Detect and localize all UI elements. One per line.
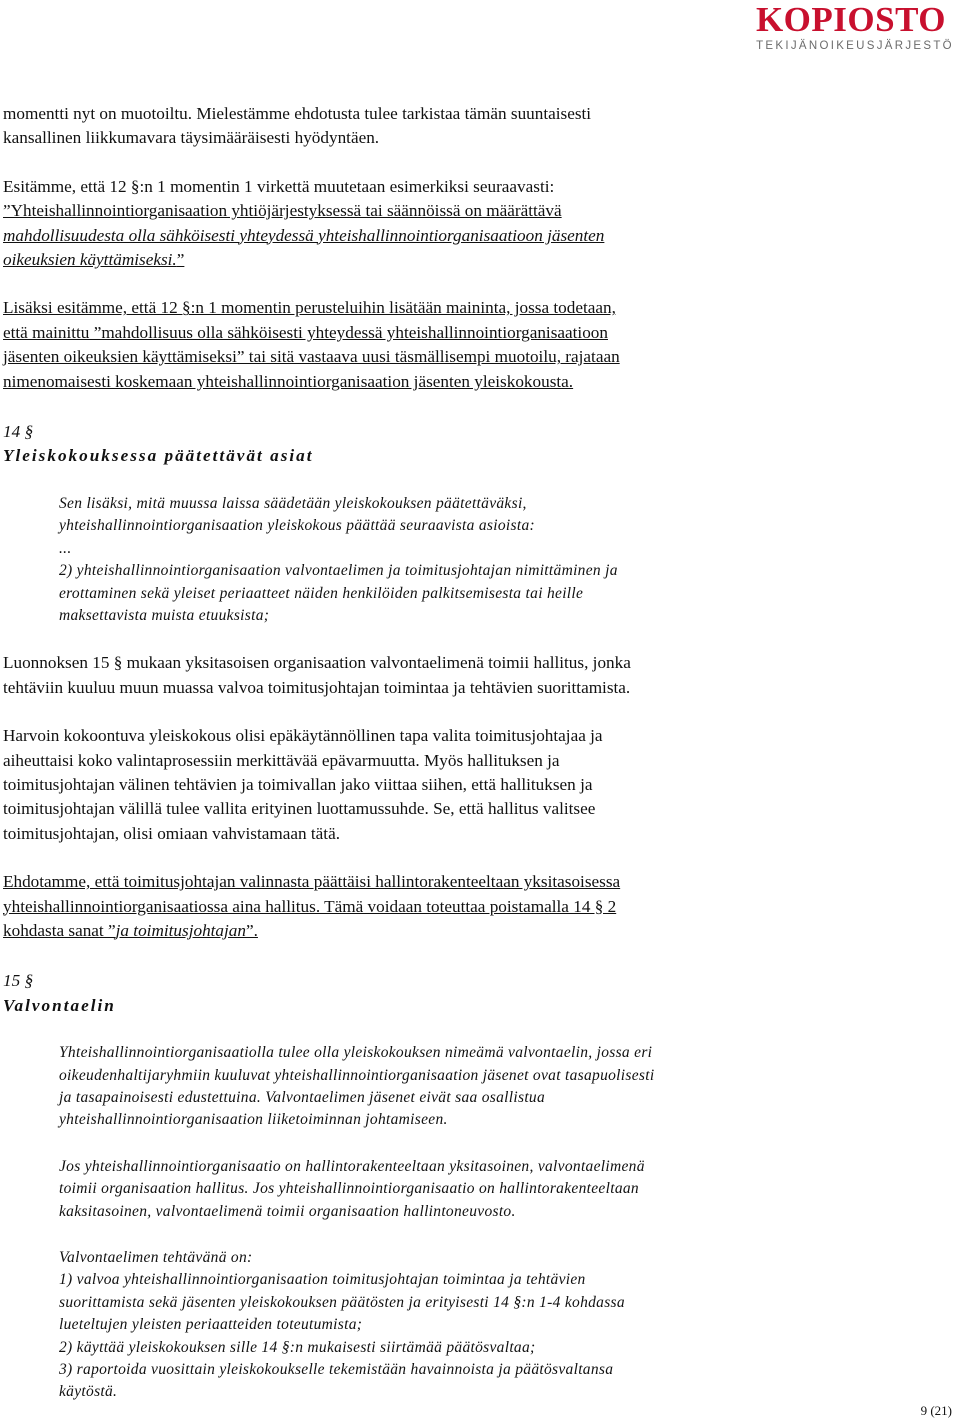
quote-line: 2) käyttää yleiskokouksen sille 14 §:n mukaisesti siirtämää päätösvaltaa; (59, 1338, 536, 1356)
text-line: nimenomaisesti koskemaan yhteishallinnointiorganisaation jäsenten yleiskokousta. (3, 371, 574, 391)
quote-line: maksettavista muista etuuksista; (59, 606, 270, 624)
section-number: 15 § (3, 971, 34, 991)
quote-line: yhteishallinnointiorganisaation liiketoiminnan johtamiseen. (59, 1111, 448, 1129)
law-quote (59, 1156, 903, 1223)
text-plain: kohdasta sanat ” (3, 920, 116, 940)
quote-line: ja tasapainoisesti edustettuina. Valvontaelimen jäsenet eivät saa osallistua (59, 1089, 546, 1106)
quote-line: 1) valvoa yhteishallinnointiorganisaation toimitusjohtajan toimintaa ja tehtävien (59, 1271, 586, 1289)
quote-line: Valvontaelimen tehtävänä on: (59, 1249, 253, 1267)
quote-line: suorittamista sekä jäsenten yleiskokouksen päätösten ja erityisesti 14 §:n 1-4 kohdassa (59, 1293, 625, 1311)
text-line: aiheuttaisi koko valintaprosessiin merkittävää epävarmuutta. Myös hallituksen ja (3, 750, 560, 770)
text-line: Ehdotamme, että toimitusjohtajan valinnasta päättäisi hallintorakenteeltaan yksitasoisessa (3, 872, 621, 892)
text-line: Luonnoksen 15 § mukaan yksitasoisen organisaation valvontaelimenä toimii hallitus, jonka (3, 653, 631, 673)
paragraph-5 (3, 724, 903, 846)
paragraph-1 (3, 102, 903, 151)
section-title: Valvontaelin (3, 995, 116, 1015)
text-line: momentti nyt on muotoiltu. Mielestämme ehdotusta tulee tarkistaa tämän suuntaisesti (3, 104, 592, 123)
quote-line: lueteltujen yleisten periaatteiden toteutumista; (59, 1316, 363, 1334)
text-line (3, 919, 903, 943)
text-line: kansallinen liikkumavara täysimääräisesti hyödyntäen. (3, 128, 380, 148)
quote-line: yhteishallinnointiorganisaation yleiskokous päättää seuraavista asioista: (59, 517, 535, 535)
text-quote: ” (176, 250, 185, 270)
document-body (3, 102, 903, 1404)
quote-line: 2) yhteishallinnointiorganisaation valvontaelimen ja toimitusjohtajan nimittäminen ja (59, 562, 618, 580)
text-line: toimitusjohtajan välillä tulee vallita erityinen luottamussuhde. Se, että hallitus valitsee (3, 799, 596, 819)
text-line: yhteishallinnointiorganisaatiossa aina hallitus. Tämä voidaan toteuttaa poistamalla 14 § 2 (3, 896, 617, 916)
quote-line: erottaminen sekä yleiset periaatteet näiden henkilöiden palkitsemisesta tai heille (59, 584, 584, 602)
text-italic: ja toimitusjohtajan (115, 920, 246, 940)
page-number: 9 (21) (920, 1403, 952, 1418)
text-line: Esitämme, että 12 §:n 1 momentin 1 virkettä muutetaan esimerkiksi seuraavasti: (3, 176, 555, 196)
text-quote: ”. (246, 920, 258, 940)
text-line: Lisäksi esitämme, että 12 §:n 1 momentin perusteluihin lisätään maininta, jossa todetaan, (3, 298, 616, 318)
quote-line: käytöstä. (59, 1383, 118, 1401)
law-quote (59, 1247, 903, 1404)
text-line: toimitusjohtajan, olisi omiaan vahvistamaan tätä. (3, 823, 340, 843)
paragraph-4 (3, 651, 903, 700)
section-number: 14 § (3, 422, 34, 442)
law-quote (59, 493, 903, 627)
paragraph-6 (3, 870, 903, 943)
logo-subtitle: TEKIJÄNOIKEUSJÄRJESTÖ (756, 40, 954, 52)
text-line (3, 248, 903, 272)
quote-line: Jos yhteishallinnointiorganisaatio on hallintorakenteeltaan yksitasoinen, valvontaelimenä (59, 1157, 645, 1175)
text-line: että mainittu ”mahdollisuus olla sähköisesti yhteydessä yhteishallinnointiorganisaatioon (3, 322, 608, 342)
text-line: Harvoin kokoontuva yleiskokous olisi epäkäytännöllinen tapa valita toimitusjohtajaa ja (3, 726, 603, 746)
quote-line: oikeudenhaltijaryhmiin kuuluvat yhteishallinnointiorganisaation jäsenet ovat tasapuolisesti (59, 1066, 655, 1084)
text-line: toimitusjohtajan välinen tehtävien ja toimivallan jako viittaa siihen, että hallituksen ja (3, 774, 593, 794)
quote-line: 3) raportoida vuosittain yleiskokoukselle tekemistään havainnoista ja päätösvaltansa (59, 1361, 614, 1379)
logo-name: KOPIOSTO (755, 0, 947, 39)
text-line: ”Yhteishallinnointiorganisaation yhtiöjärjestyksessä tai säännöissä on määrättävä (3, 201, 562, 221)
quote-line: Yhteishallinnointiorganisaatiolla tulee olla yleiskokouksen nimeämä valvontaelin, jossa eri (59, 1044, 653, 1062)
paragraph-2 (3, 175, 903, 273)
law-quote (59, 1042, 903, 1132)
text-line: mahdollisuudesta olla sähköisesti yhteydessä yhteishallinnointiorganisaatioon jäsenten (3, 225, 605, 245)
quote-line: ... (59, 539, 72, 557)
paragraph-3 (3, 296, 903, 394)
kopiosto-logo (746, 2, 956, 52)
quote-line: Sen lisäksi, mitä muussa laissa säädetään yleiskokouksen päätettäväksi, (59, 494, 527, 512)
quote-line: kaksitasoinen, valvontaelimenä toimii organisaation hallintoneuvosto. (59, 1202, 516, 1220)
text-line: jäsenten oikeuksien käyttämiseksi” tai sitä vastaava uusi täsmällisempi muotoilu, rajataan (3, 347, 620, 367)
text-italic: oikeuksien käyttämiseksi. (3, 250, 177, 270)
quote-line: toimii organisaation hallitus. Jos yhteishallinnointiorganisaatio on hallintorakenteeltaan (59, 1180, 639, 1198)
text-line: tehtäviin kuuluu muun muassa valvoa toimitusjohtajan toimintaa ja tehtävien suorittamista. (3, 677, 631, 697)
section-title: Yleiskokouksessa päätettävät asiat (3, 446, 314, 466)
